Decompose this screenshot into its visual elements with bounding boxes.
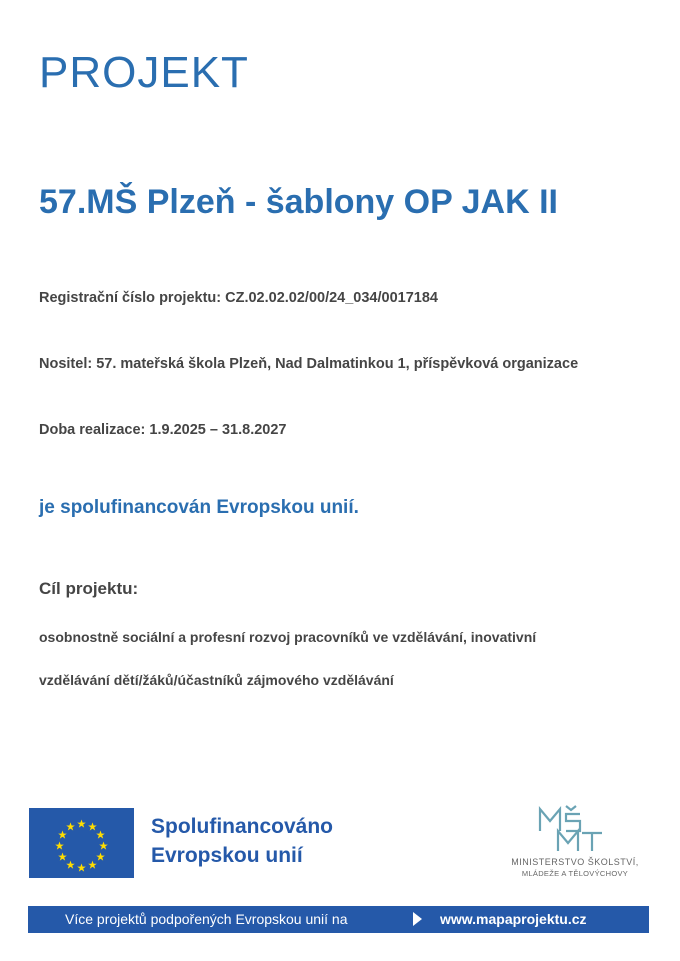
msmt-logo-icon (536, 805, 614, 855)
page-heading: PROJEKT (39, 48, 249, 97)
eu-logo-line-1: Spolufinancováno (151, 815, 334, 838)
msmt-logo (500, 805, 650, 883)
msmt-logo-line-2: MLÁDEŽE A TĚLOVÝCHOVY (521, 869, 629, 878)
eu-cofinanced-logo-text (151, 812, 333, 870)
eu-flag-icon (29, 808, 134, 878)
goal-text-line-2: vzdělávání dětí/žáků/účastníků zájmového vzdělávání (39, 672, 394, 688)
goal-label: Cíl projektu: (39, 579, 139, 598)
banner-text: Více projektů podpořených Evropskou unií na (65, 911, 348, 927)
realization-period: Doba realizace: 1.9.2025 – 31.8.2027 (39, 422, 287, 438)
project-holder: Nositel: 57. mateřská škola Plzeň, Nad Dalmatinkou 1, příspěvková organizace (39, 356, 579, 372)
arrow-right-icon (413, 912, 422, 926)
cofinanced-statement: je spolufinancován Evropskou unií. (39, 497, 359, 518)
registration-number: Registrační číslo projektu: CZ.02.02.02/00/24_034/0017184 (39, 290, 438, 306)
msmt-logo-line-1: MINISTERSTVO ŠKOLSTVÍ, (511, 857, 639, 867)
bottom-banner (28, 906, 649, 933)
eu-logo-line-2: Evropskou unií (151, 844, 303, 867)
banner-url-link[interactable]: www.mapaprojektu.cz (440, 911, 587, 927)
project-name: 57.MŠ Plzeň - šablony OP JAK II (39, 183, 558, 221)
goal-text-line-1: osobnostně sociální a profesní rozvoj pracovníků ve vzdělávání, inovativní (39, 629, 537, 645)
